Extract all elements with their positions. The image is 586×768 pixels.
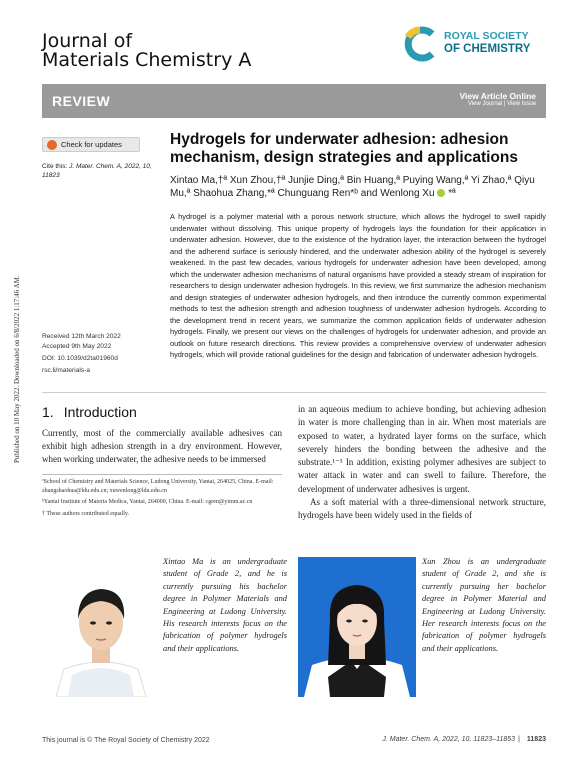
intro-column-2 xyxy=(298,403,546,523)
citation-prefix: Cite this: xyxy=(42,163,68,170)
footnote-affiliation-a: ªSchool of Chemistry and Materials Science, Ludong University, Yantai, 264025, China. E-mail: zhangshaohua@ldu.edu.cn; xuwenlong@ldu.edu.cn xyxy=(42,479,274,495)
view-journal-issue-links[interactable]: View Journal | View Issue xyxy=(467,101,536,107)
footer-citation: J. Mater. Chem. A, 2022, 10, 11823–11853 xyxy=(382,736,516,743)
article-title: Hydrogels for underwater adhesion: adhesion mechanism, design strategies and applications xyxy=(170,131,518,166)
author-photo-xun-zhou xyxy=(298,557,416,697)
journal-title-line1: Journal of xyxy=(42,30,133,52)
doi[interactable]: DOI: 10.1039/d2ta01960d xyxy=(42,355,118,362)
footnote-rule xyxy=(42,474,282,475)
article-type-banner xyxy=(42,84,546,118)
footer-separator: | xyxy=(518,736,520,743)
published-note: Published on 10 May 2022. Downloaded on 6/8/2022 1:17:46 AM. xyxy=(13,275,21,463)
footer-reference xyxy=(382,736,546,743)
author-bio-xintao-ma: Xintao Ma is an undergraduate student of Grade 2, and he is currently pursuing his bachelor degree in Polymer Materials and Engineering at Ludong University. His research interests focus on the fabrication of polymer hydrogels and their applications. xyxy=(163,557,287,653)
article-type-label: REVIEW xyxy=(52,93,111,109)
section-divider xyxy=(42,392,546,393)
rsc-wordmark xyxy=(444,30,530,56)
article-dates xyxy=(42,332,162,376)
view-article-online-link[interactable]: View Article Online xyxy=(459,91,536,101)
check-for-updates-button[interactable] xyxy=(42,137,140,152)
authors-affil-tail: *ª xyxy=(448,188,456,199)
section-title: Introduction xyxy=(63,404,137,420)
banner-links xyxy=(459,91,536,107)
footnotes xyxy=(42,478,282,521)
rsc-logo-icon xyxy=(402,26,438,62)
journal-title-line2: Materials Chemistry A xyxy=(42,49,252,71)
citation xyxy=(42,162,152,180)
author-bio-xun-zhou: Xun Zhou is an undergraduate student of Grade 2, and she is currently pursuing her bachelor degree in Polymer Material and Engineering at Ludong University. Her research interests focus on the fabrication of polymer hydrogels and their applications. xyxy=(422,557,546,653)
citation-ref: J. Mater. Chem. A, 2022, 10, 11823 xyxy=(42,163,152,179)
page-number: 11823 xyxy=(526,736,546,743)
intro-paragraph-2: As a soft material with a three-dimensional network structure, hydrogels have been widely used in the fields of xyxy=(298,497,546,521)
author-list xyxy=(170,174,550,200)
orcid-icon[interactable] xyxy=(437,189,445,197)
rsc-link[interactable]: rsc.li/materials-a xyxy=(42,367,90,374)
author-photo-xintao-ma xyxy=(42,557,160,697)
footnote-affiliation-b: ᵇYantai Institute of Materia Medica, Yantai, 264000, China. E-mail: cgren@yimm.ac.cn xyxy=(42,499,253,506)
check-for-updates-label: Check for updates xyxy=(61,140,122,149)
received-date: Received 12th March 2022 xyxy=(42,333,121,340)
section-number: 1. xyxy=(42,404,54,420)
authors-text: Xintao Ma,†ª Xun Zhou,†ª Junjie Ding,ª Bin Huang,ª Puying Wang,ª Yi Zhao,ª Qiyu Mu,ª Shaohua Zhang,*ª Chunguang Ren*ᵇ and Wenlong Xu xyxy=(170,175,535,199)
journal-title xyxy=(42,32,251,70)
intro-column-1: Currently, most of the commercially available adhesives can exhibit high adhesion strength in a dry environment. However, when working underwater, the adhesive needs to be immersed xyxy=(42,428,282,465)
rsc-line1: ROYAL SOCIETY xyxy=(444,30,529,42)
introduction-heading xyxy=(42,404,137,420)
accepted-date: Accepted 9th May 2022 xyxy=(42,343,112,350)
abstract: A hydrogel is a polymer material with a porous network structure, which allows the hydrogel to swell rapidly underwater without dissolving. This unique property of hydrogels lays the foundation for their application in underwater adhesion. However, due to the existence of the hydration layer, the interaction between the hydrogel and the adherend surface is seriously hindered, and the underwater adhesion ability of the hydrogel is severely weakened. In the past few decades, various hydrogels for underwater adhesion have been developed, among which the underwater adhesion mechanisms of natural organisms have provided a steady stream of inspiration for researchers to design underwater adhesion hydrogels. In this review, we first summarize the adhesion mechanism and design strategies of underwater adhesion hydrogels, and then introduce the currently common experimental methods to test the adhesion strength and adhesion toughness of underwater adhesion hydrogels. According to the development trend in recent years, we summarize the common application fields of underwater adhesion hydrogels. Finally, we present our views on the challenges of hydrogels for underwater adhesion, and provide an outlook on future research directions. This review provides a comprehensive overview of underwater adhesion hydrogels, which will provide rational guidelines for the design and fabrication of underwater adhesion hydrogels. xyxy=(170,212,546,359)
intro-paragraph-1: in an aqueous medium to achieve bonding, but achieving adhesion in water is more challenging than in air. When most materials are exposed to water, a hydrated layer forms on the surface, which severely hinders the bonding between the adhesive and the substrate.¹⁻³ In addition, existing polymer adhesives are subject to water attack in water and can swell to failure. Therefore, the development of underwater adhesives is urgent. xyxy=(298,404,546,494)
rsc-logo[interactable] xyxy=(402,26,552,66)
footnote-equal-contribution: † These authors contributed equally. xyxy=(42,510,129,517)
check-updates-icon xyxy=(47,140,57,150)
rsc-line2: OF CHEMISTRY xyxy=(444,43,531,55)
footer-copyright: This journal is © The Royal Society of Chemistry 2022 xyxy=(42,737,210,744)
